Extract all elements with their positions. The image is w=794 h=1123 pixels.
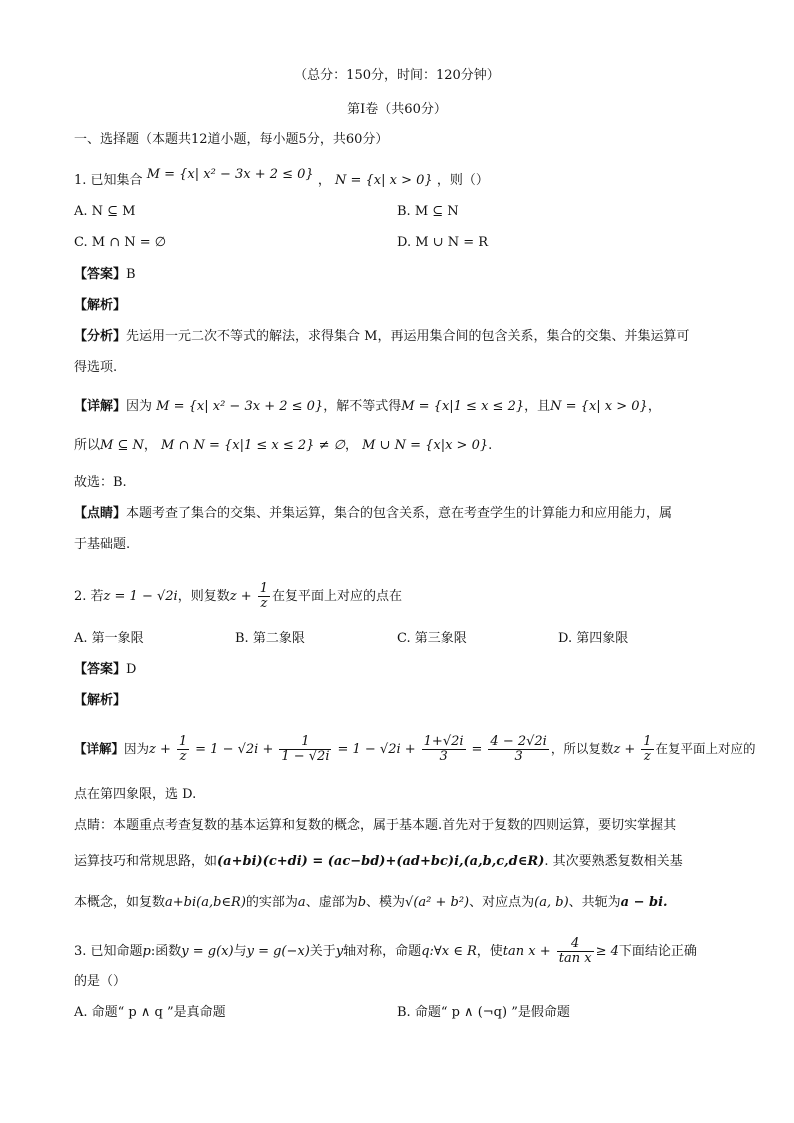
- q3-math: ≥ 4: [595, 944, 619, 959]
- detail-math: z +: [149, 742, 171, 757]
- q2-fraction: [258, 582, 270, 611]
- denominator: 3: [514, 749, 523, 764]
- answer-tag: 【答案】: [74, 267, 127, 282]
- q2-comment-line3: [74, 894, 668, 912]
- q3-math: y = g(x): [181, 944, 234, 959]
- comment-text: 运算技巧和常规思路，如: [74, 854, 218, 869]
- detail-tag: 【详解】: [74, 399, 127, 414]
- denominator: 3: [439, 749, 448, 764]
- q3-option-b: B. 命题“ p ∧ (¬q) ”是假命题: [397, 1005, 570, 1020]
- q2-option-c: C. 第三象限: [397, 631, 467, 646]
- detail-math: M ∪ N = {x|x > 0}: [362, 438, 489, 453]
- q2-analysis-tag: 【解析】: [74, 693, 127, 708]
- q3-math: :∀x ∈ R: [429, 944, 477, 959]
- q3-math: y = g(−x): [246, 944, 310, 959]
- numerator: 4 − 2√2i: [490, 734, 547, 749]
- q1-tail: ，则（）: [436, 173, 489, 188]
- detail-text: ，: [344, 438, 358, 453]
- comment-math: √(a² + b²): [405, 895, 470, 910]
- comment-tag: 【点睛】: [74, 506, 127, 521]
- fraction: [488, 735, 548, 764]
- q1-sep: ，: [317, 173, 331, 188]
- q1-option-c: C. M ∩ N = ∅: [74, 235, 167, 250]
- q3-text: 关于: [309, 944, 336, 959]
- comment-text: 、模为: [366, 895, 406, 910]
- answer-value: D: [126, 662, 137, 677]
- q3-text: 3. 已知命题: [74, 944, 143, 959]
- q1-analysis-tag: 【解析】: [74, 298, 127, 313]
- q3-math: tan x +: [502, 944, 551, 959]
- fenxi-tag: 【分析】: [74, 329, 127, 344]
- question-3-stem-line1: [74, 937, 697, 966]
- detail-text: 所以: [74, 438, 101, 453]
- q2-answer: [74, 661, 136, 679]
- denominator: z: [260, 596, 268, 611]
- question-3-stem-line2: 的是（）: [74, 974, 127, 989]
- q3-fraction: [557, 937, 594, 966]
- q1-answer: [74, 266, 136, 284]
- denominator: z: [643, 749, 651, 764]
- detail-text: ，: [143, 438, 157, 453]
- q1-lead: 1. 已知集合: [74, 173, 143, 188]
- q3-text: 下面结论正确: [618, 944, 697, 959]
- fraction: [279, 735, 331, 764]
- q2-z: z = 1 − √2i: [103, 589, 178, 604]
- q2-lead: 2. 若: [74, 589, 104, 604]
- q1-comment-line2: 于基础题.: [74, 537, 131, 552]
- q1-fenxi-line1: [74, 328, 689, 346]
- q2-detail-line1: [74, 735, 756, 764]
- numerator: 1: [178, 734, 188, 749]
- detail-math: N = {x| x > 0}: [550, 399, 648, 414]
- denominator: 1 − √2i: [281, 749, 330, 764]
- q3-option-a: A. 命题“ p ∧ q ”是真命题: [74, 1005, 226, 1020]
- comment-math: (a+bi)(c+di) = (ac−bd)+(ad+bc)i,(a,b,c,d∈R): [217, 854, 545, 869]
- comment-math: b: [357, 895, 367, 910]
- q2-option-d: D. 第四象限: [558, 631, 629, 646]
- q1-comment-line1: [74, 505, 672, 523]
- q3-text: 与: [233, 944, 247, 959]
- comment-text: 、共轭为: [568, 895, 621, 910]
- detail-text: .: [488, 438, 493, 453]
- q1-set-m: M = {x| x² − 3x + 2 ≤ 0}: [146, 167, 314, 182]
- comment-text: . 其次要熟悉复数相关基: [544, 854, 683, 869]
- q1-option-d: D. M ∪ N = R: [397, 235, 489, 250]
- detail-math: = 1 − √2i +: [195, 742, 274, 757]
- q1-detail-line1: [74, 398, 661, 416]
- detail-math: M = {x|1 ≤ x ≤ 2}: [401, 399, 525, 414]
- q2-tail: 在复平面上对应的点在: [272, 589, 403, 604]
- q3-math: y: [335, 944, 344, 959]
- answer-value: B: [126, 267, 136, 282]
- comment-math: a: [297, 895, 306, 910]
- q1-detail-line2: [74, 437, 492, 455]
- section-heading: 一、选择题（本题共12道小题，每小题5分，共60分）: [74, 132, 389, 147]
- question-2-stem: [74, 582, 402, 611]
- q2-expr: z +: [229, 589, 252, 604]
- numerator: 1: [259, 581, 269, 596]
- detail-text: 在复平面上对应的: [655, 741, 756, 756]
- q3-math: p: [142, 944, 151, 959]
- detail-math: z +: [613, 742, 636, 757]
- fraction: [422, 735, 466, 764]
- numerator: 4: [557, 937, 594, 952]
- detail-text: 因为: [126, 399, 153, 414]
- detail-text: 因为: [124, 741, 150, 756]
- comment-text: 的实部为: [245, 895, 298, 910]
- numerator: 1+√2i: [423, 734, 464, 749]
- fraction: [641, 735, 653, 764]
- comment-math: (a, b): [534, 895, 569, 910]
- comment-text: 、对应点为: [469, 895, 535, 910]
- q1-choice: 故选：B.: [74, 475, 127, 490]
- comment-math: a − bi.: [620, 895, 668, 910]
- detail-text: ，所以复数: [550, 741, 614, 756]
- q2-detail-line2: 点在第四象限，选 D.: [74, 787, 197, 802]
- q1-fenxi-line2: 得选项.: [74, 360, 118, 375]
- q2-option-a: A. 第一象限: [74, 631, 144, 646]
- detail-math: = 1 − √2i +: [337, 742, 416, 757]
- q2-mid: ，则复数: [177, 589, 230, 604]
- detail-math: M ⊆ N: [100, 438, 144, 453]
- q3-math: q: [421, 944, 430, 959]
- q1-option-b: B. M ⊆ N: [397, 204, 459, 219]
- numerator: 1: [643, 734, 652, 749]
- comment-text: 、虚部为: [305, 895, 358, 910]
- q2-comment-line2: [74, 853, 683, 871]
- exam-info: （总分：150分，时间：120分钟）: [294, 68, 500, 83]
- fenxi-text: 先运用一元二次不等式的解法，求得集合 M，再运用集合间的包含关系，集合的交集、并集运算可: [126, 329, 690, 344]
- volume-title: 第Ⅰ卷（共60分）: [347, 102, 447, 117]
- q3-text: :函数: [150, 944, 182, 959]
- detail-math: M = {x| x² − 3x + 2 ≤ 0}: [156, 399, 324, 414]
- detail-text: ，解不等式得: [323, 399, 402, 414]
- answer-tag: 【答案】: [74, 662, 127, 677]
- q3-text: 轴对称，命题: [343, 944, 422, 959]
- q2-option-b: B. 第二象限: [235, 631, 305, 646]
- detail-tag: 【详解】: [74, 741, 125, 756]
- question-1-stem: [74, 167, 489, 190]
- comment-math: a+bi(a,b∈R): [165, 895, 246, 910]
- q1-option-a: A. N ⊆ M: [74, 204, 136, 219]
- q2-comment-line1: 点睛：本题重点考查复数的基本运算和复数的概念，属于基本题.首先对于复数的四则运算，要切实掌握其: [74, 818, 677, 833]
- detail-math: =: [471, 742, 483, 757]
- denominator: z: [179, 749, 187, 764]
- numerator: 1: [279, 735, 331, 750]
- q1-set-n: N = {x| x > 0}: [335, 173, 433, 188]
- detail-math: M ∩ N = {x|1 ≤ x ≤ 2} ≠ ∅: [161, 438, 345, 453]
- comment-text: 本题考查了集合的交集、并集运算，集合的包含关系，意在考查学生的计算能力和应用能力，属: [126, 506, 673, 521]
- detail-text: ，: [647, 399, 661, 414]
- comment-text: 本概念，如复数: [74, 895, 166, 910]
- fraction: [177, 735, 189, 764]
- q3-text: ，使: [476, 944, 503, 959]
- detail-text: ，且: [524, 399, 551, 414]
- denominator: tan x: [558, 951, 592, 966]
